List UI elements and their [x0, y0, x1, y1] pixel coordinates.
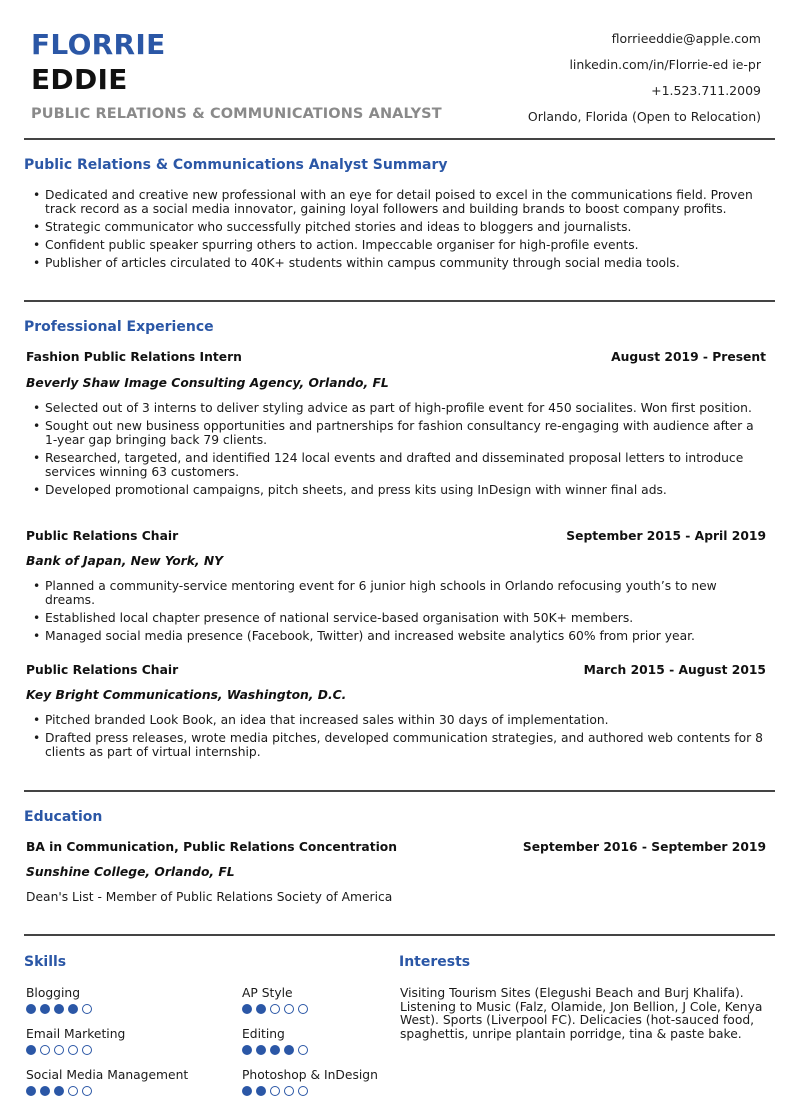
job-title: PUBLIC RELATIONS & COMMUNICATIONS ANALYST: [31, 106, 442, 122]
rating-dot-empty: [82, 1045, 92, 1055]
list-item: • Planned a community-service mentoring event for 6 junior high schools in Orlando refocusing youth’s to new dreams.: [33, 579, 767, 607]
skill-rating: [26, 1045, 226, 1057]
education-heading: Education: [24, 809, 103, 825]
rating-dot-filled: [26, 1086, 36, 1096]
job-company: Key Bright Communications, Washington, D.C.: [26, 688, 347, 702]
skill-name: Blogging: [26, 986, 81, 1000]
divider: [24, 300, 775, 302]
job-role: Public Relations Chair: [26, 529, 179, 543]
rating-dot-empty: [82, 1004, 92, 1014]
rating-dot-filled: [242, 1045, 252, 1055]
first-name: FLORRIE: [31, 28, 166, 61]
rating-dot-filled: [26, 1045, 36, 1055]
last-name: EDDIE: [31, 63, 128, 96]
skill-item: [26, 986, 226, 1016]
rating-dot-empty: [40, 1045, 50, 1055]
rating-dot-empty: [284, 1004, 294, 1014]
rating-dot-filled: [54, 1004, 64, 1014]
divider: [24, 138, 775, 140]
rating-dot-filled: [256, 1045, 266, 1055]
rating-dot-filled: [54, 1086, 64, 1096]
education-dates: September 2016 - September 2019: [522, 840, 766, 854]
contact-email[interactable]: florrieeddie@apple.com: [611, 31, 761, 46]
rating-dot-empty: [270, 1086, 280, 1096]
rating-dot-filled: [270, 1045, 280, 1055]
job-company: Bank of Japan, New York, NY: [26, 554, 224, 568]
school: Sunshine College, Orlando, FL: [26, 865, 235, 879]
rating-dot-filled: [26, 1004, 36, 1014]
list-item: • Dedicated and creative new professional with an eye for detail poised to excel in the communications field. Proven track record as a social media innovator, gaining loyal followers and building brands to boost company profits.: [33, 188, 767, 216]
rating-dot-empty: [68, 1086, 78, 1096]
job-dates: August 2019 - Present: [611, 350, 766, 364]
rating-dot-filled: [256, 1004, 266, 1014]
rating-dot-filled: [284, 1045, 294, 1055]
job-dates: September 2015 - April 2019: [566, 529, 766, 543]
summary-heading: Public Relations & Communications Analyst Summary: [24, 157, 448, 173]
skill-rating: [26, 1004, 226, 1016]
divider: [24, 934, 775, 936]
list-item: • Drafted press releases, wrote media pitches, developed communication strategies, and authored web contents for 8 clients as part of virtual internship.: [33, 731, 767, 759]
job-dates: March 2015 - August 2015: [583, 663, 766, 677]
contact-linkedin[interactable]: linkedin.com/in/Florrie-ed ie-pr: [569, 57, 761, 72]
skill-name: Photoshop & InDesign: [242, 1068, 378, 1082]
rating-dot-empty: [54, 1045, 64, 1055]
rating-dot-empty: [68, 1045, 78, 1055]
contact-location: Orlando, Florida (Open to Relocation): [527, 109, 761, 124]
skill-item: [26, 1027, 226, 1057]
rating-dot-empty: [270, 1004, 280, 1014]
rating-dot-filled: [256, 1086, 266, 1096]
education-note: Dean's List - Member of Public Relations Society of America: [26, 890, 393, 904]
rating-dot-empty: [298, 1004, 308, 1014]
job-role: Public Relations Chair: [26, 663, 179, 677]
contact-phone: +1.523.711.2009: [651, 83, 761, 98]
list-item: • Researched, targeted, and identified 124 local events and drafted and disseminated proposal letters to introduce services winning 63 customers.: [33, 451, 767, 479]
skill-item: [242, 1068, 442, 1098]
rating-dot-filled: [40, 1086, 50, 1096]
experience-heading: Professional Experience: [24, 319, 214, 335]
job-role: Fashion Public Relations Intern: [26, 350, 242, 364]
skills-heading: Skills: [24, 954, 67, 970]
list-item: • Pitched branded Look Book, an idea that increased sales within 30 days of implementation.: [33, 713, 767, 727]
job-bullets: [33, 713, 767, 763]
rating-dot-empty: [82, 1086, 92, 1096]
list-item: • Selected out of 3 interns to deliver styling advice as part of high-profile event for 450 socialites. Won first position.: [33, 401, 767, 415]
degree: BA in Communication, Public Relations Concentration: [26, 840, 398, 854]
job-company: Beverly Shaw Image Consulting Agency, Orlando, FL: [26, 376, 389, 390]
job-bullets: [33, 579, 767, 647]
skill-name: Editing: [242, 1027, 285, 1041]
rating-dot-filled: [242, 1086, 252, 1096]
list-item: • Sought out new business opportunities and partnerships for fashion consultancy re-engaging with audience after a 1-year gap bringing back 79 clients.: [33, 419, 767, 447]
rating-dot-filled: [40, 1004, 50, 1014]
rating-dot-empty: [298, 1045, 308, 1055]
list-item: • Managed social media presence (Facebook, Twitter) and increased website analytics 60% from prior year.: [33, 629, 767, 643]
summary-list: [33, 188, 767, 274]
list-item: • Developed promotional campaigns, pitch sheets, and press kits using InDesign with winner final ads.: [33, 483, 767, 497]
rating-dot-empty: [284, 1086, 294, 1096]
rating-dot-filled: [68, 1004, 78, 1014]
list-item: • Established local chapter presence of national service-based organisation with 50K+ members.: [33, 611, 767, 625]
skill-item: [26, 1068, 226, 1098]
interests-heading: Interests: [399, 954, 471, 970]
rating-dot-empty: [298, 1086, 308, 1096]
skill-name: Social Media Management: [26, 1068, 189, 1082]
skill-name: AP Style: [242, 986, 293, 1000]
job-bullets: [33, 401, 767, 501]
list-item: • Confident public speaker spurring others to action. Impeccable organiser for high-profile events.: [33, 238, 767, 252]
skill-name: Email Marketing: [26, 1027, 126, 1041]
skill-rating: [242, 1086, 442, 1098]
list-item: • Strategic communicator who successfully pitched stories and ideas to bloggers and journalists.: [33, 220, 767, 234]
divider: [24, 790, 775, 792]
list-item: • Publisher of articles circulated to 40K+ students within campus community through social media tools.: [33, 256, 767, 270]
rating-dot-filled: [242, 1004, 252, 1014]
skill-rating: [26, 1086, 226, 1098]
interests-text: Visiting Tourism Sites (Elegushi Beach and Burj Khalifa). Listening to Music (Falz, Olamide, Jon Bellion, J Cole, Kenya West). Sports (Liverpool FC). Delicacies (hot-sauced food, spaghettis, unripe plantain porridge, tina & paste bake.: [400, 986, 763, 1041]
skill-rating: [242, 1045, 442, 1057]
